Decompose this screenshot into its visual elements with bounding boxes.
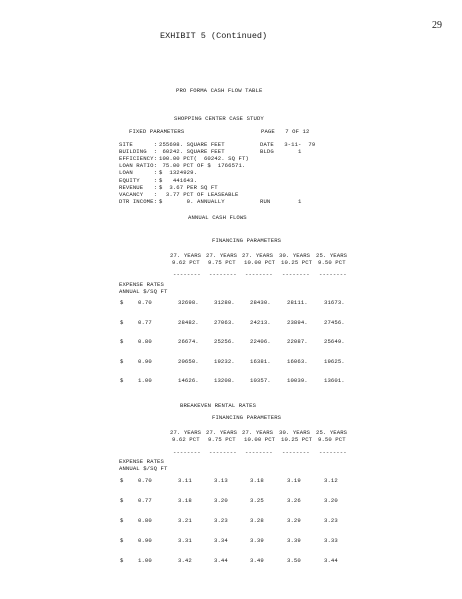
row-currency: $ xyxy=(120,377,124,384)
table-cell: 24213. xyxy=(250,318,271,326)
table-cell: 23894. xyxy=(287,318,308,326)
table-title: PRO FORMA CASH FLOW TABLE xyxy=(176,87,263,94)
param-label: EFFICIENCY: xyxy=(119,155,158,163)
table-cell: 20650. xyxy=(178,357,199,365)
column-rate: 10.25 PCT xyxy=(281,436,313,443)
column-rate: 9.62 PCT xyxy=(172,259,200,266)
table-cell: 3.34 xyxy=(214,537,228,544)
param-value: $ 0. ANNUALLY xyxy=(159,197,225,205)
column-dash: -------- xyxy=(173,449,201,456)
table-cell: 3.39 xyxy=(287,537,301,544)
param-label: LOAN RATIO: xyxy=(119,162,158,170)
table-cell: 3.31 xyxy=(178,537,192,544)
column-years: 25. YEARS xyxy=(316,429,348,436)
table-cell: 3.33 xyxy=(324,537,338,544)
column-years: 27. YEARS xyxy=(170,252,202,259)
param-label: BUILDING : xyxy=(119,148,158,156)
param-value: 100.00 PCT( 60242. SQ FT) xyxy=(159,155,249,163)
table-cell: 3.39 xyxy=(250,537,264,544)
expense-units-label: ANNUAL $/SQ FT xyxy=(119,288,168,295)
row-expense-rate: 1.00 xyxy=(138,377,152,384)
table-cell: 3.28 xyxy=(250,517,264,524)
row-expense-rate: 0.80 xyxy=(138,338,152,345)
param-value: 60242. SQUARE FEET xyxy=(159,148,225,156)
column-rate: 10.25 PCT xyxy=(281,259,313,266)
row-expense-rate: 0.90 xyxy=(138,537,152,544)
table-cell: 3.25 xyxy=(250,497,264,504)
case-study-title: SHOPPING CENTER CASE STUDY xyxy=(174,115,264,122)
table-cell: 25256. xyxy=(214,338,235,345)
param-value: $ 1324929. xyxy=(159,169,198,177)
fixed-parameters-label: FIXED PARAMETERS xyxy=(129,128,185,135)
row-currency: $ xyxy=(120,537,124,544)
row-currency: $ xyxy=(120,557,124,564)
column-years: 30. YEARS xyxy=(279,252,311,259)
row-expense-rate: 0.70 xyxy=(138,299,152,306)
column-years: 27. YEARS xyxy=(242,429,274,436)
table-cell: 27063. xyxy=(214,318,235,326)
row-currency: $ xyxy=(120,338,124,345)
param-right: BLDG 1 xyxy=(260,148,302,156)
table-cell: 3.23 xyxy=(214,517,228,524)
table-cell: 3.11 xyxy=(178,477,192,484)
table-cell: 27456. xyxy=(324,318,345,326)
param-value: 255698. SQUARE FEET xyxy=(159,141,225,148)
table-cell: 3.21 xyxy=(178,517,192,524)
column-rate: 10.00 PCT xyxy=(244,259,276,266)
table-cell: 19232. xyxy=(214,357,235,365)
table-cell: 16381. xyxy=(250,357,271,365)
param-label: VACANCY : xyxy=(119,190,158,198)
column-rate: 9.50 PCT xyxy=(318,436,346,443)
row-currency: $ xyxy=(120,318,124,326)
row-currency: $ xyxy=(120,299,124,306)
column-rate: 9.62 PCT xyxy=(172,436,200,443)
table-cell: 25649. xyxy=(324,338,345,345)
row-expense-rate: 0.77 xyxy=(138,318,152,326)
expense-rates-label: EXPENSE RATES xyxy=(119,458,164,465)
column-dash: -------- xyxy=(245,449,273,456)
column-years: 25. YEARS xyxy=(316,252,348,259)
table-cell: 3.44 xyxy=(324,557,338,564)
table-cell: 16063. xyxy=(287,357,308,365)
column-rate: 9.75 PCT xyxy=(208,259,236,266)
expense-rates-label: EXPENSE RATES xyxy=(119,281,164,288)
param-label: REVENUE : xyxy=(119,183,158,191)
table-cell: 10039. xyxy=(287,377,308,384)
financing-parameters-label: FINANCING PARAMETERS xyxy=(212,237,282,244)
column-years: 30. YEARS xyxy=(279,429,311,436)
row-expense-rate: 0.77 xyxy=(138,497,152,504)
param-value: 75.00 PCT OF $ 1766571. xyxy=(159,162,246,170)
param-value: 3.77 PCT OF LEASEABLE xyxy=(159,190,239,198)
row-expense-rate: 0.70 xyxy=(138,477,152,484)
column-years: 27. YEARS xyxy=(206,429,238,436)
param-label: SITE : xyxy=(119,141,158,148)
column-years: 27. YEARS xyxy=(170,429,202,436)
table-cell: 19625. xyxy=(324,357,345,365)
table-cell: 28111. xyxy=(287,299,308,306)
table-cell: 32698. xyxy=(178,299,199,306)
table-cell: 28482. xyxy=(178,318,199,326)
table-cell: 13601. xyxy=(324,377,345,384)
table-cell: 3.50 xyxy=(287,557,301,564)
section-title: BREAKEVEN RENTAL RATES xyxy=(180,402,257,409)
column-years: 27. YEARS xyxy=(242,252,274,259)
row-expense-rate: 0.90 xyxy=(138,357,152,365)
table-cell: 3.20 xyxy=(214,497,228,504)
param-label: DTR INCOME: xyxy=(119,197,158,205)
param-label: EQUITY : xyxy=(119,176,158,184)
exhibit-title: EXHIBIT 5 (Continued) xyxy=(160,31,268,41)
table-cell: 3.42 xyxy=(178,557,192,564)
table-cell: 22406. xyxy=(250,338,271,345)
section-title: ANNUAL CASH FLOWS xyxy=(188,214,247,221)
row-currency: $ xyxy=(120,477,124,484)
table-cell: 3.49 xyxy=(250,557,264,564)
column-dash: -------- xyxy=(319,449,347,456)
param-value: $ 441643. xyxy=(159,176,198,184)
row-expense-rate: 1.00 xyxy=(138,557,152,564)
table-cell: 22087. xyxy=(287,338,308,345)
table-cell: 31673. xyxy=(324,299,345,306)
table-cell: 10357. xyxy=(250,377,271,384)
column-rate: 9.50 PCT xyxy=(318,259,346,266)
param-right: DATE 3-11- 79 xyxy=(260,141,316,148)
table-cell: 3.44 xyxy=(214,557,228,564)
row-currency: $ xyxy=(120,517,124,524)
column-dash: -------- xyxy=(245,271,273,278)
financing-parameters-label: FINANCING PARAMETERS xyxy=(212,414,282,421)
table-cell: 13208. xyxy=(214,377,235,384)
row-expense-rate: 0.80 xyxy=(138,517,152,524)
table-cell: 3.13 xyxy=(214,477,228,484)
column-dash: -------- xyxy=(173,271,201,278)
row-currency: $ xyxy=(120,357,124,365)
column-years: 27. YEARS xyxy=(206,252,238,259)
table-cell: 28430. xyxy=(250,299,271,306)
page-number: 29 xyxy=(432,20,442,31)
table-cell: 3.19 xyxy=(287,477,301,484)
table-cell: 3.12 xyxy=(324,477,338,484)
table-cell: 26674. xyxy=(178,338,199,345)
param-value: $ 3.67 PER SQ FT xyxy=(159,183,218,191)
table-cell: 3.23 xyxy=(324,517,338,524)
table-cell: 14626. xyxy=(178,377,199,384)
table-cell: 3.18 xyxy=(250,477,264,484)
column-dash: -------- xyxy=(282,271,310,278)
table-cell: 3.20 xyxy=(324,497,338,504)
column-dash: -------- xyxy=(282,449,310,456)
table-cell: 31280. xyxy=(214,299,235,306)
table-cell: 3.29 xyxy=(287,517,301,524)
table-cell: 3.26 xyxy=(287,497,301,504)
param-label: LOAN : xyxy=(119,169,158,177)
column-dash: -------- xyxy=(319,271,347,278)
table-cell: 3.18 xyxy=(178,497,192,504)
page-label: PAGE 7 OF 12 xyxy=(261,128,310,135)
column-dash: -------- xyxy=(209,271,237,278)
param-right: RUN 1 xyxy=(260,197,302,205)
expense-units-label: ANNUAL $/SQ FT xyxy=(119,465,168,472)
column-dash: -------- xyxy=(209,449,237,456)
column-rate: 9.75 PCT xyxy=(208,436,236,443)
column-rate: 10.00 PCT xyxy=(244,436,276,443)
row-currency: $ xyxy=(120,497,124,504)
